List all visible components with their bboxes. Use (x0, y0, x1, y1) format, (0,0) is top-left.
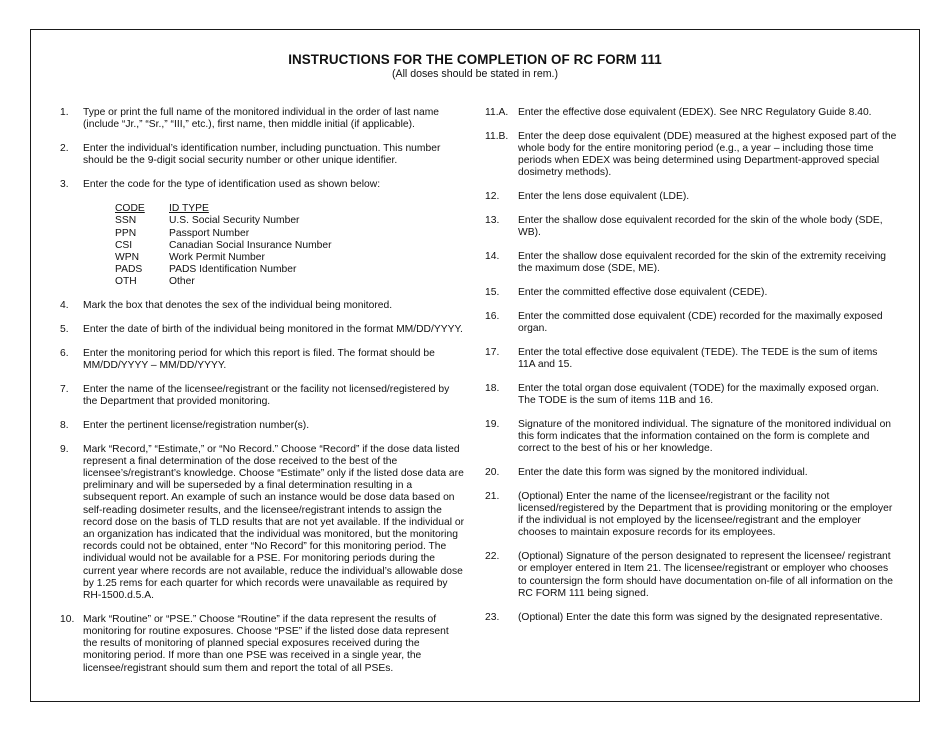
instruction-text: Enter the committed effective dose equivalent (CEDE). (518, 287, 768, 298)
id-type-table (115, 203, 332, 288)
instruction-item (60, 614, 465, 675)
id-type: Passport Number (169, 227, 250, 239)
instruction-item (60, 348, 465, 372)
instruction-number: 10. (60, 613, 75, 625)
instruction-item (485, 419, 897, 456)
id-type-row (115, 228, 332, 240)
instruction-text: Mark “Record,” “Estimate,” or “No Record.” Choose “Record” if the dose data listed represent a final determination of the dose received to the best of the licensee’s/registrant’s knowledge. Choose “Estimate” only if the listed dose data are preliminary and will be superseded by a final determination resulting in a subsequent report. An example of such an instance would be dose data based on self-reading dosimeter results, and the licensee/registrant intends to assign the record dose on the basis of TLD results that are not yet available. If the individual or an organization has indicated that the individual was monitored, but the monitoring records could not be obtained, enter “No Record” for this monitoring period. The individual would not be available for a PSE. For monitoring periods during the current year where records are not available, reduce the individual’s allowable dose by 1.25 rems for each quarter for which records were unavailable as required by RH-1500.d.5.A. (83, 443, 465, 602)
right-column (485, 107, 897, 635)
id-type: Work Permit Number (169, 252, 265, 264)
left-column (60, 107, 465, 686)
instruction-number: 9. (60, 443, 69, 455)
instruction-number: 8. (60, 419, 69, 431)
id-code: OTH (115, 276, 137, 288)
page-title: INSTRUCTIONS FOR THE COMPLETION OF RC FORM 111 (288, 52, 662, 67)
id-code: CSI (115, 239, 133, 251)
instruction-text: Enter the total organ dose equivalent (TODE) for the maximally exposed organ. The TODE is the sum of items 11B and 16. (518, 382, 879, 406)
instruction-number: 21. (485, 490, 500, 502)
instruction-item (485, 107, 897, 119)
id-code: PPN (115, 227, 137, 239)
instruction-number: 23. (485, 611, 500, 623)
instruction-item (485, 347, 897, 371)
instruction-item (60, 324, 465, 336)
instruction-number: 20. (485, 467, 500, 478)
instruction-item (485, 215, 897, 239)
id-code: WPN (115, 252, 140, 264)
instruction-number: 1. (60, 107, 69, 118)
instruction-text: Enter the effective dose equivalent (EDEX). See NRC Regulatory Guide 8.40. (518, 107, 872, 118)
instruction-text: Enter the total effective dose equivalent (TEDE). The TEDE is the sum of items 11A and 15. (518, 346, 878, 370)
id-type: Canadian Social Insurance Number (169, 239, 332, 251)
instruction-text: Enter the lens dose equivalent (LDE). (518, 191, 690, 203)
instruction-item (485, 311, 897, 335)
id-type-row (115, 215, 332, 227)
instruction-item (60, 300, 465, 312)
instruction-number: 19. (485, 418, 500, 430)
instruction-number: 15. (485, 287, 500, 298)
instruction-number: 13. (485, 215, 500, 226)
instruction-item (60, 143, 465, 167)
instruction-number: 6. (60, 347, 69, 359)
instruction-number: 2. (60, 143, 69, 154)
instruction-item (60, 444, 465, 603)
instruction-text: Signature of the monitored individual. The signature of the monitored individual on this form indicates that the information contained on the form is complete and correct to the best of his or her knowledge. (518, 418, 892, 455)
instruction-list-right (485, 107, 897, 624)
id-code: PADS (115, 264, 143, 276)
instruction-list-left-a (60, 107, 465, 191)
id-type-table-header (115, 203, 332, 215)
id-type: U.S. Social Security Number (169, 215, 300, 227)
instruction-text: Type or print the full name of the monitored individual in the order of last name (include “Jr.,” “Sr.,” “III,” etc.), first name, then middle initial (if applicable). (83, 107, 440, 131)
instruction-item (485, 467, 897, 479)
id-type-row (115, 276, 332, 288)
instruction-text: Enter the committed dose equivalent (CDE) recorded for the maximally exposed organ. (518, 310, 883, 334)
instruction-number: 3. (60, 179, 69, 190)
instruction-item (485, 251, 897, 275)
instruction-text: Enter the shallow dose equivalent recorded for the skin of the whole body (SDE, WB). (518, 215, 883, 239)
instruction-text: (Optional) Signature of the person designated to represent the licensee/ registrant or employer entered in Item 21. The licensee/registrant or employer who chooses to countersign the form should have documentation on-file of all information on the RC FORM 111 being signed. (518, 551, 893, 599)
instruction-text: Enter the shallow dose equivalent recorded for the skin of the extremity receiving the maximum dose (SDE, ME). (518, 251, 887, 275)
instruction-list-left-b (60, 300, 465, 675)
instruction-item (60, 384, 465, 408)
id-code: SSN (115, 215, 137, 227)
instruction-number: 18. (485, 382, 500, 394)
instruction-number: 12. (485, 191, 500, 203)
instruction-text: Enter the date of birth of the individual being monitored in the format MM/DD/YYYY. (83, 324, 463, 336)
instruction-item (485, 551, 897, 600)
instruction-number: 14. (485, 251, 500, 262)
instruction-number: 4. (60, 300, 69, 312)
instruction-text: Mark “Routine” or “PSE.” Choose “Routine” if the data represent the results of monitoring for routine exposures. Choose “PSE” if the listed dose data represent the results of monitoring of planned special exposures received during the monitoring period. If more than one PSE was received in a single year, the licensee/registrant should sum them and report the total of all PSEs. (83, 613, 449, 674)
instruction-number: 5. (60, 324, 69, 336)
instruction-text: Enter the monitoring period for which this report is filed. The format should be MM/DD/YYYY – MM/DD/YYYY. (83, 347, 435, 372)
instruction-number: 11.A. (485, 107, 509, 118)
id-type-row (115, 264, 332, 276)
instruction-item (60, 107, 465, 131)
id-type-header: ID TYPE (169, 203, 209, 215)
instruction-item (485, 287, 897, 299)
instruction-number: 11.B. (485, 130, 509, 142)
instruction-item (60, 179, 465, 191)
instruction-text: Mark the box that denotes the sex of the individual being monitored. (83, 300, 393, 312)
instruction-text: Enter the deep dose equivalent (DDE) measured at the highest exposed part of the whole body for the entire monitoring period (e.g., a year – including those time periods when EDEX was being determined using Department-approved special dosimetry methods). (518, 130, 897, 179)
id-type: Other (169, 276, 195, 288)
instruction-text: Enter the code for the type of identification used as shown below: (83, 179, 381, 190)
instruction-text: (Optional) Enter the name of the licensee/registrant or the facility not licensed/registered by the Department that is providing monitoring or the employer if the individual is not employed by the licensee/registrant and the employer chooses to maintain exposure records for its employees. (518, 490, 893, 539)
instruction-item (485, 491, 897, 540)
code-header: CODE (115, 203, 145, 215)
instruction-text: (Optional) Enter the date this form was signed by the designated representative. (518, 611, 883, 623)
instruction-number: 17. (485, 346, 500, 358)
instruction-item (485, 131, 897, 180)
instruction-item (485, 191, 897, 203)
id-type-row (115, 240, 332, 252)
instruction-number: 7. (60, 383, 69, 395)
instruction-item (60, 420, 465, 432)
instruction-text: Enter the individual’s identification number, including punctuation. This number should be the 9-digit social security number or other unique identifier. (83, 143, 441, 167)
instruction-text: Enter the date this form was signed by the monitored individual. (518, 467, 808, 478)
id-type-row (115, 252, 332, 264)
instruction-number: 16. (485, 310, 500, 322)
instruction-text: Enter the pertinent license/registration number(s). (83, 419, 310, 431)
instruction-text: Enter the name of the licensee/registrant or the facility not licensed/registered by the Department that provided monitoring. (83, 383, 450, 408)
instruction-number: 22. (485, 551, 500, 563)
id-type: PADS Identification Number (169, 264, 297, 276)
instruction-item (485, 383, 897, 407)
instruction-item (485, 612, 897, 624)
page-subtitle: (All doses should be stated in rem.) (391, 68, 559, 80)
